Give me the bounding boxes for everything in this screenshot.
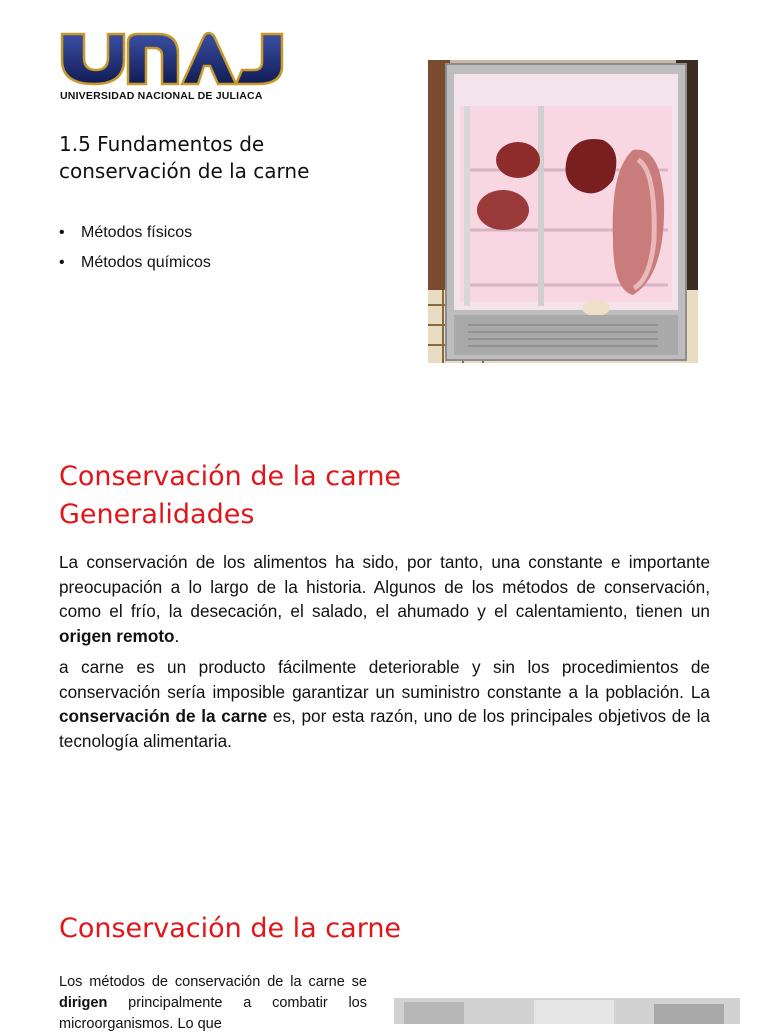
section-title: Conservación de la carne bbox=[59, 461, 402, 492]
meat-display-fridge-image bbox=[428, 60, 698, 363]
meat-cabinet-photo bbox=[428, 60, 698, 363]
logo-caption: UNIVERSIDAD NACIONAL DE JULIACA bbox=[60, 90, 263, 102]
paragraph bbox=[59, 972, 367, 1035]
list-item bbox=[59, 248, 211, 278]
bullet-icon: • bbox=[59, 224, 65, 241]
paragraph-text: principalmente a combatir los microorganismos. Lo que bbox=[59, 995, 367, 1032]
bullet-icon: • bbox=[59, 254, 65, 271]
paragraph-text: Los métodos de conservación de la carne se bbox=[59, 974, 367, 990]
meat-processing-image bbox=[394, 998, 740, 1024]
paragraph-text: La conservación de los alimentos ha sido, por tanto, una constante e importante preocupación a lo largo de la historia. Algunos de los métodos de conservación, como el frío, la desecación, el salado, el ahumado y el calentamiento, tienen un bbox=[59, 552, 710, 621]
section-title: Conservación de la carne bbox=[59, 913, 402, 944]
unaj-logo-icon bbox=[58, 28, 302, 90]
section-subtitle: Generalidades bbox=[59, 499, 255, 530]
list-item-label: Métodos físicos bbox=[81, 224, 193, 241]
section-title: 1.5 Fundamentos de conservación de la carne bbox=[59, 132, 310, 183]
list-item-label: Métodos químicos bbox=[81, 254, 211, 271]
paragraph-emphasis: dirigen bbox=[59, 995, 108, 1011]
paragraph-text: es, por esta razón, uno de los principales objetivos de la tecnología alimentaria. bbox=[59, 706, 710, 751]
paragraph-text: a carne es un producto fácilmente deteriorable y sin los procedimientos de conservación sería imposible garantizar un suministro constante a la población. La bbox=[59, 657, 710, 702]
paragraph-emphasis: origen remoto bbox=[59, 625, 175, 646]
processing-equipment-photo bbox=[394, 998, 740, 1024]
paragraph bbox=[59, 550, 710, 648]
paragraph-emphasis: conservación de la carne bbox=[59, 706, 268, 726]
paragraph bbox=[59, 655, 710, 753]
paragraph-text: . bbox=[174, 625, 180, 646]
bullet-list bbox=[59, 218, 211, 278]
list-item bbox=[59, 218, 211, 248]
